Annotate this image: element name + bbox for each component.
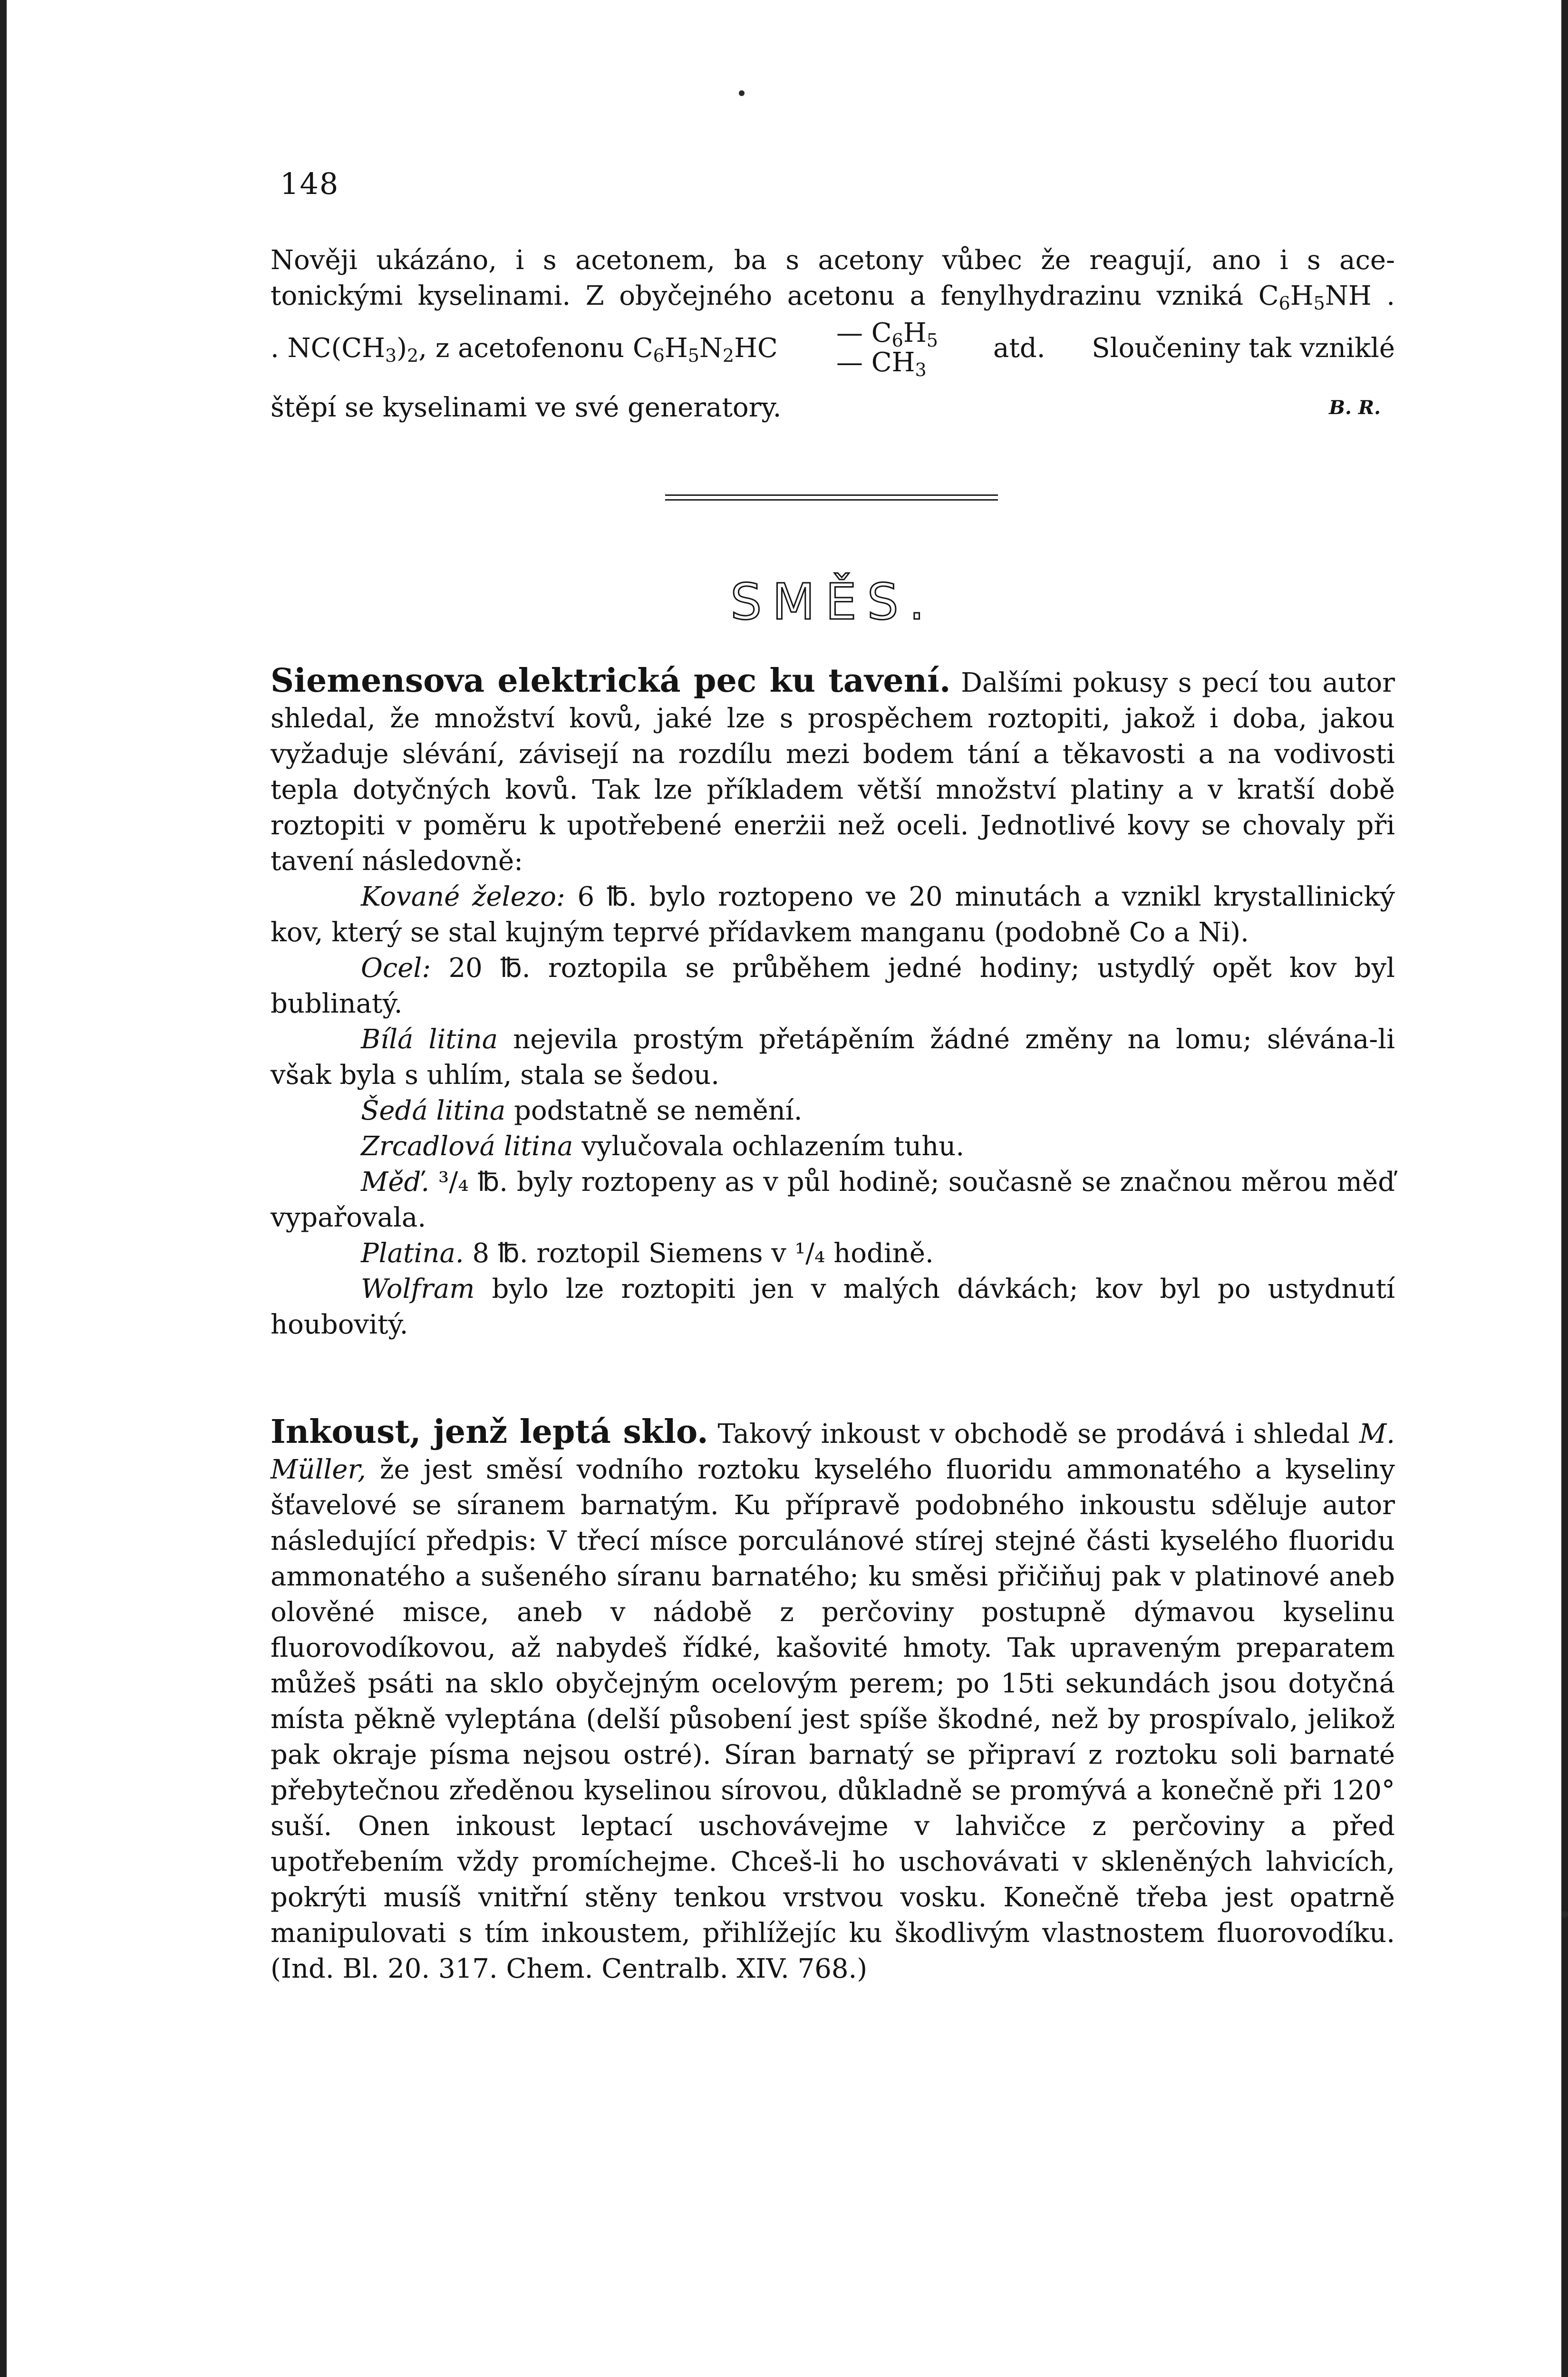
metal-name: Měď. <box>361 1167 430 1198</box>
metal-entry <box>271 1129 1395 1164</box>
article-siemens-intro: Siemensova elektrická pec ku tavení. Dalšími pokusy s pecí tou autor shledal, že množství kovů, jaké lze s prospěchem roztopiti, jakož i doba, jakou vyžaduje slévání, závisejí na rozdílu mezi bodem tání a těkavosti a na vodivosti tepla dotyčných kovů. Tak lze příkladem větší množství platiny a v kratší době roztopiti v poměru k upotřebené enerżii než oceli. Jednotlivé kovy se chovaly při tavení následovně: <box>271 662 1395 877</box>
article-heading: Inkoust, jenž leptá sklo. <box>271 1413 708 1451</box>
metal-description: 20 ℔. roztopila se průběhem jedné hodiny; ustydlý opět kov byl bublinatý. <box>271 953 1395 1019</box>
page-number: 148 <box>280 166 339 201</box>
metal-name: Ocel: <box>361 953 431 984</box>
metal-name: Bílá litina <box>361 1024 498 1055</box>
metal-entry <box>271 879 1395 950</box>
article-ink-body: Inkoust, jenž leptá sklo. Takový inkoust v obchodě se prodává i shledal M. Müller, že jest směsí vodního roztoku kyselého fluoridu ammonatého a kyseliny šťavelové se síranem barnatým. Ku přípravě podobného inkoustu sděluje autor následující předpis: V třecí mísce porculánové stírej stejné části kyselého fluoridu ammonatého a sušeného síranu barnatého; ku směsi přičiňuj pak v platinové aneb olověné misce, aneb v nádobě z perčoviny postupně dýmavou kyselinu fluorovodíkovou, až nabydeš řídké, kašovité hmoty. Tak upraveným preparatem můžeš psáti na sklo obyčejným ocelovým perem; po 15ti sekundách jsou dotyčná místa pěkně vyleptána (delší působení jest spíše škodné, než by prospívalo, jelikož pak okraje písma nejsou ostré). Síran barnatý se připraví z roztoku soli barnaté přebytečnou zředěnou kyselinou sírovou, důkladně se promývá a konečně při 120° suší. Onen inkoust leptací uschovávejme v lahvičce z perčoviny a před upotřebením vždy promíchejme. Chceš-li ho uschovávati v skleněných lahvicích, pokrýti musíš vnitřní stěny tenkou vrstvou vosku. Konečně třeba jest opatrně manipulovati s tím inkoustem, přihlížejíc ku škodlivým vlastnostem fluorovodíku. (Ind. Bl. 20. 317. Chem. Centralb. XIV. 768.) <box>271 1414 1395 1987</box>
section-title: SMĚS. <box>730 573 935 631</box>
metal-name: Platina. <box>361 1238 464 1269</box>
author-name: M. Müller, <box>271 1419 1395 1485</box>
metal-entry <box>271 1022 1395 1093</box>
metal-entry <box>271 1093 1395 1129</box>
metal-entry <box>271 1271 1395 1343</box>
divider-rule <box>665 494 998 496</box>
scan-speck <box>1561 1911 1568 1918</box>
metal-name: Wolfram <box>361 1274 475 1304</box>
metal-description: nejevila prostým přetápěním žádné změny na lomu; slévána-li však byla s uhlím, stala se šedou. <box>271 1024 1395 1091</box>
page-content <box>271 0 1395 2377</box>
formula-branch-top: — $C_6H_5$ <box>836 318 938 351</box>
metal-name: Zrcadlová litina <box>361 1131 573 1162</box>
intro-line-2: tonickými kyselinami. Z obyčejného acetonu a fenylhydrazinu vzniká $C_6H_5NH$ . <box>271 280 1395 314</box>
metal-entry <box>271 950 1395 1022</box>
metal-description: ³/₄ ℔. byly roztopeny as v půl hodině; současně se značnou měrou měď vypařovala. <box>271 1167 1395 1233</box>
metal-description: vylučovala ochlazením tuhu. <box>573 1131 965 1162</box>
metal-entry <box>271 1164 1395 1236</box>
metal-description: 8 ℔. roztopil Siemens v ¹/₄ hodině. <box>464 1238 934 1269</box>
metal-description: 6 ℔. bylo roztopeno ve 20 minutách a vznikl krystallinický kov, který se stal kujným teprvé přídavkem manganu (podobně Co a Ni). <box>271 881 1395 948</box>
formula-branch-bottom: — $CH_3$ <box>836 347 927 380</box>
metal-entry <box>271 1236 1395 1271</box>
article-ink <box>271 1414 1395 1987</box>
formula-line: . $NC(CH_3)_2$, z acetofenonu $C_6H_5N_2HC$ — $C_6H_5$ — $CH_3$ atd. Sloučeniny tak vzniklé <box>271 318 1395 380</box>
divider-rule <box>665 499 998 501</box>
article-siemens <box>271 663 1395 1343</box>
source-citation: (Ind. Bl. 20. 317. Chem. Centralb. XIV. 768.) <box>271 1953 868 1984</box>
metal-description: podstatně se nemění. <box>505 1095 803 1126</box>
metal-name: Šedá litina <box>361 1095 506 1126</box>
intro-line-1: Nověji ukázáno, i s acetonem, ba s acetony vůbec že reagují, ano i s ace- <box>271 245 1395 276</box>
author-signature: B. R. <box>1329 396 1381 419</box>
intro-paragraph <box>271 242 1395 428</box>
article-heading: Siemensova elektrická pec ku tavení. <box>271 662 951 700</box>
metal-description: bylo lze roztopiti jen v malých dávkách; kov byl po ustydnutí houbovitý. <box>271 1274 1395 1340</box>
metal-list <box>271 879 1395 1343</box>
intro-last-line: štěpí se kyselinami ve své generatory. <box>271 392 782 423</box>
metal-name: Kované železo: <box>361 881 565 912</box>
